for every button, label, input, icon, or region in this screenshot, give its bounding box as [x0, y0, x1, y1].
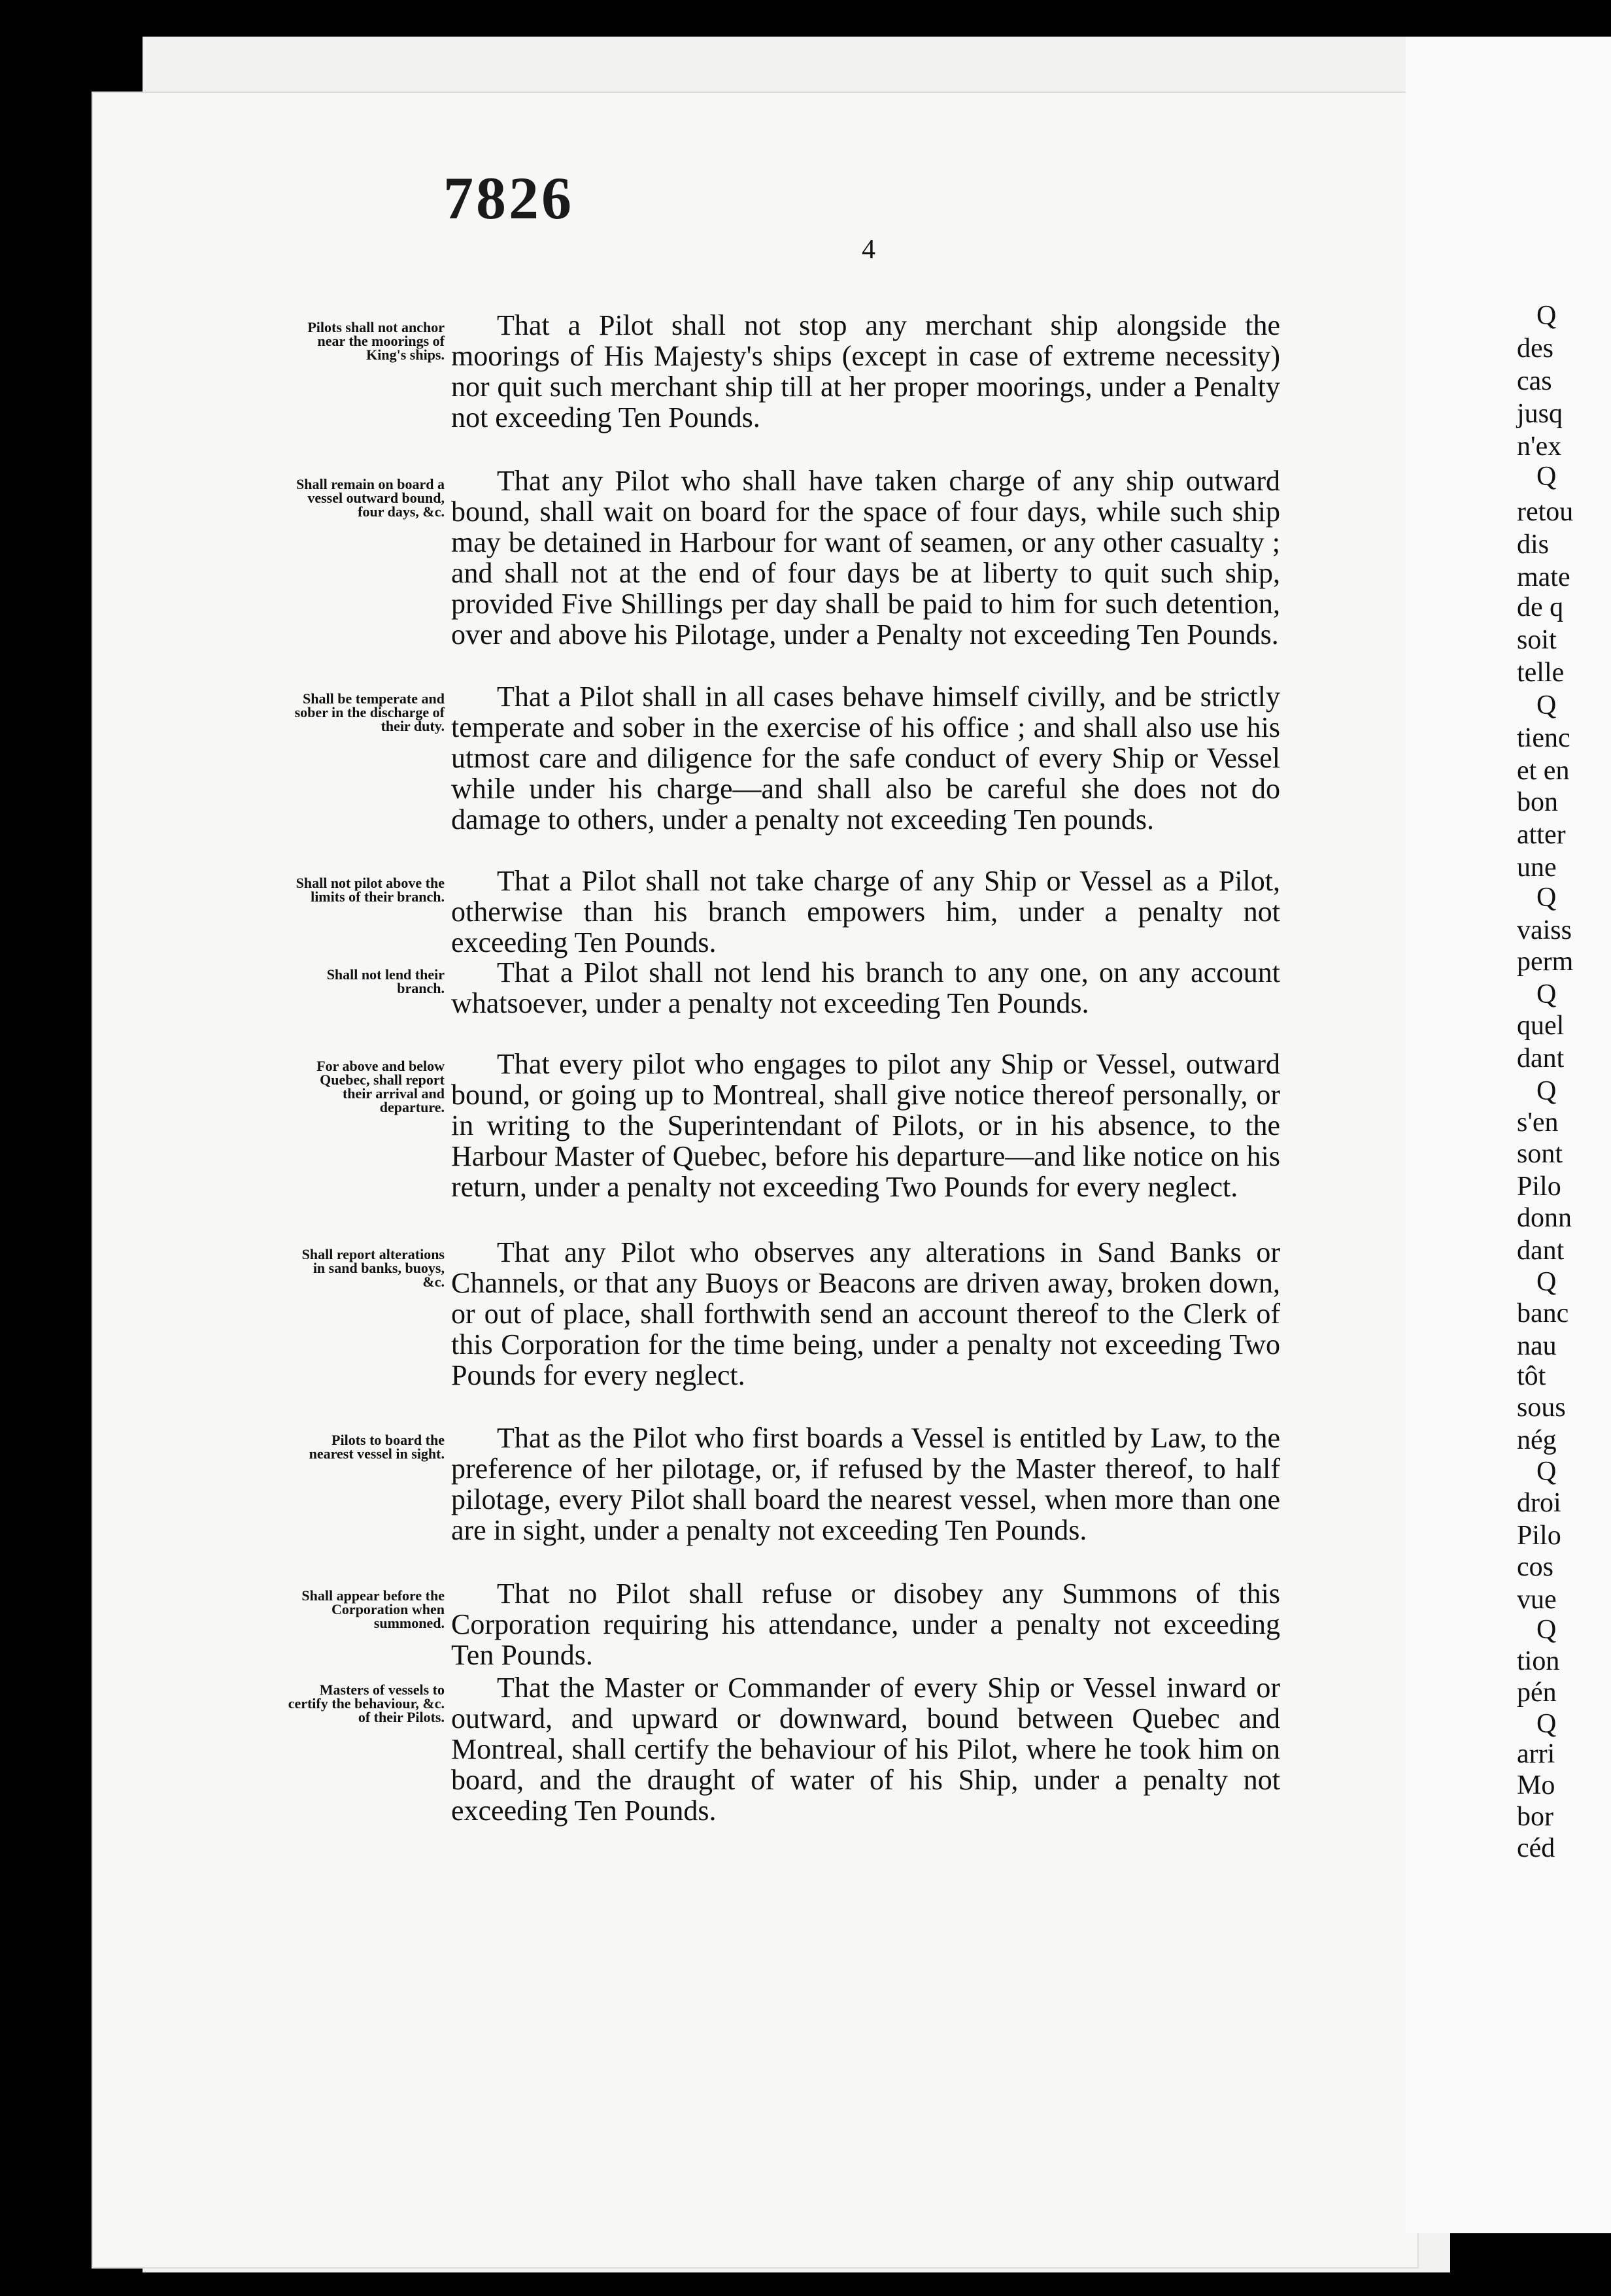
facing-page-line: Mo: [1517, 1770, 1555, 1800]
facing-page-line: Pilo: [1517, 1172, 1561, 1202]
facing-page-line: tion: [1517, 1646, 1560, 1676]
regulation-paragraph: That a Pilot shall in all cases behave himself civilly, and be strictly temperate and sober in the exercise of his office ; and shall also use his utmost care and diligence for the safe conduct of every Ship or Vessel while under his charge—and shall also be careful she does not do damage to others, under a penalty not exceeding Ten pounds.: [451, 681, 1280, 836]
marginal-note: Pilots to board the nearest vessel in sight.: [309, 1432, 445, 1462]
facing-page-line: dant: [1517, 1043, 1565, 1073]
facing-page-line: de q: [1517, 592, 1564, 622]
marginal-note: For above and below Quebec, shall report their arrival and departure.: [316, 1058, 445, 1115]
facing-page-line: des: [1517, 333, 1553, 363]
facing-page-line: arri: [1517, 1739, 1555, 1769]
facing-page-line: sous: [1517, 1393, 1566, 1423]
facing-page-line: Q: [1536, 1615, 1557, 1645]
facing-page-line: tôt: [1517, 1361, 1546, 1391]
marginal-note: Masters of vessels to certify the behaviour, &c. of their Pilots.: [288, 1681, 445, 1725]
facing-page-line: Q: [1536, 883, 1557, 913]
facing-page-line: Q: [1536, 1076, 1557, 1106]
facing-page-line: tienc: [1517, 723, 1570, 753]
facing-page-line: telle: [1517, 658, 1565, 688]
facing-page-line: dant: [1517, 1236, 1565, 1266]
facing-page-line: bor: [1517, 1802, 1553, 1832]
regulation-paragraph: That as the Pilot who first boards a Vessel is entitled by Law, to the preference of her pilotage, or, if refused by the Master thereof, to half pilotage, every Pilot shall board the nearest vessel, when more than one are in sight, under a penalty not exceeding Ten Pounds.: [451, 1422, 1280, 1546]
facing-page-line: une: [1517, 853, 1557, 883]
facing-page-line: n'ex: [1517, 431, 1562, 462]
page-folio: 4: [862, 235, 875, 265]
facing-page-line: Pilo: [1517, 1521, 1561, 1551]
facing-page-line: vaiss: [1517, 915, 1572, 945]
facing-page-line: retou: [1517, 497, 1574, 527]
facing-page-line: bon: [1517, 787, 1558, 817]
facing-page-line: donn: [1517, 1203, 1572, 1233]
facing-page-line: Q: [1536, 1457, 1557, 1487]
regulation-paragraph: That a Pilot shall not stop any merchant ship alongside the moorings of His Majesty's ships (except in case of extreme necessity) nor quit such merchant ship till at her proper moorings, under a Penalty not exceeding Ten Pounds.: [451, 309, 1280, 433]
regulation-paragraph: That any Pilot who observes any alterations in Sand Banks or Channels, or that any Buoys or Beacons are driven away, broken down, or out of place, shall forthwith send an account thereof to the Clerk of this Corporation for the time being, under a penalty not exceeding Two Pounds for every neglect.: [451, 1236, 1280, 1391]
facing-page-line: Q: [1536, 1709, 1557, 1739]
facing-page-line: céd: [1517, 1833, 1555, 1863]
marginal-note: Shall report alterations in sand banks, buoys, &c.: [301, 1246, 445, 1290]
marginal-note: Shall appear before the Corporation when summoned.: [301, 1587, 445, 1631]
regulation-paragraph: That every pilot who engages to pilot any Ship or Vessel, outward bound, or going up to Montreal, shall give notice thereof personally, or in writing to the Superintendant of Pilots, or in his absence, to the Harbour Master of Quebec, before his departure—and like notice on his return, under a penalty not exceeding Two Pounds for every neglect.: [451, 1048, 1280, 1203]
facing-page-line: nég: [1517, 1425, 1557, 1455]
facing-page-line: dis: [1517, 530, 1550, 560]
regulation-paragraph: That any Pilot who shall have taken charge of any ship outward bound, shall wait on board for the space of four days, while such ship may be detained in Harbour for want of seamen, or any other casualty ; and shall not at the end of four days be at liberty to quit such ship, provided Five Shillings per day shall be paid to him for such detention, over and above his Pilotage, under a Penalty not exceeding Ten Pounds.: [451, 465, 1280, 650]
facing-page-line: quel: [1517, 1011, 1565, 1041]
regulation-paragraph: That a Pilot shall not lend his branch to any one, on any account whatsoever, under a penalty not exceeding Ten Pounds.: [451, 956, 1280, 1019]
facing-page-line: cas: [1517, 366, 1552, 396]
regulation-paragraph: That no Pilot shall refuse or disobey any Summons of this Corporation requiring his attendance, under a penalty not exceeding Ten Pounds.: [451, 1578, 1280, 1671]
facing-page-line: pén: [1517, 1678, 1557, 1708]
facing-page-line: banc: [1517, 1298, 1569, 1328]
manuscript-number: 7826: [443, 165, 574, 231]
facing-page-line: Q: [1536, 301, 1557, 331]
facing-page-line: perm: [1517, 947, 1574, 977]
marginal-note: Shall not pilot above the limits of their branch.: [296, 875, 445, 905]
facing-page-line: mate: [1517, 562, 1570, 592]
marginal-note: Shall remain on board a vessel outward bound, four days, &c.: [296, 476, 445, 520]
facing-page-line: Q: [1536, 690, 1557, 720]
facing-page-line: atter: [1517, 820, 1566, 850]
marginal-note: Shall be temperate and sober in the discharge of their duty.: [294, 690, 445, 734]
regulation-paragraph: That a Pilot shall not take charge of any Ship or Vessel as a Pilot, otherwise than his branch empowers him, under a penalty not exceeding Ten Pounds.: [451, 865, 1280, 958]
facing-page-line: droi: [1517, 1488, 1561, 1518]
marginal-note: Pilots shall not anchor near the moorings of King's ships.: [307, 319, 445, 363]
facing-page-line: sont: [1517, 1139, 1563, 1169]
facing-page-line: soit: [1517, 625, 1557, 655]
regulation-paragraph: That the Master or Commander of every Ship or Vessel inward or outward, and upward or downward, bound between Quebec and Montreal, shall certify the behaviour of his Pilot, where he took him on board, and the draught of water of his Ship, under a penalty not exceeding Ten Pounds.: [451, 1672, 1280, 1827]
facing-page-line: Q: [1536, 1267, 1557, 1297]
facing-page-line: vue: [1517, 1585, 1557, 1615]
facing-page-line: nau: [1517, 1331, 1557, 1361]
facing-page-line: cos: [1517, 1552, 1553, 1582]
marginal-note: Shall not lend their branch.: [326, 966, 445, 996]
facing-page-line: Q: [1536, 462, 1557, 492]
facing-page-line: et en: [1517, 756, 1570, 786]
facing-page-line: jusq: [1517, 399, 1563, 429]
facing-page-line: Q: [1536, 979, 1557, 1009]
facing-page-line: s'en: [1517, 1107, 1559, 1138]
facing-page: [1406, 37, 1611, 2233]
